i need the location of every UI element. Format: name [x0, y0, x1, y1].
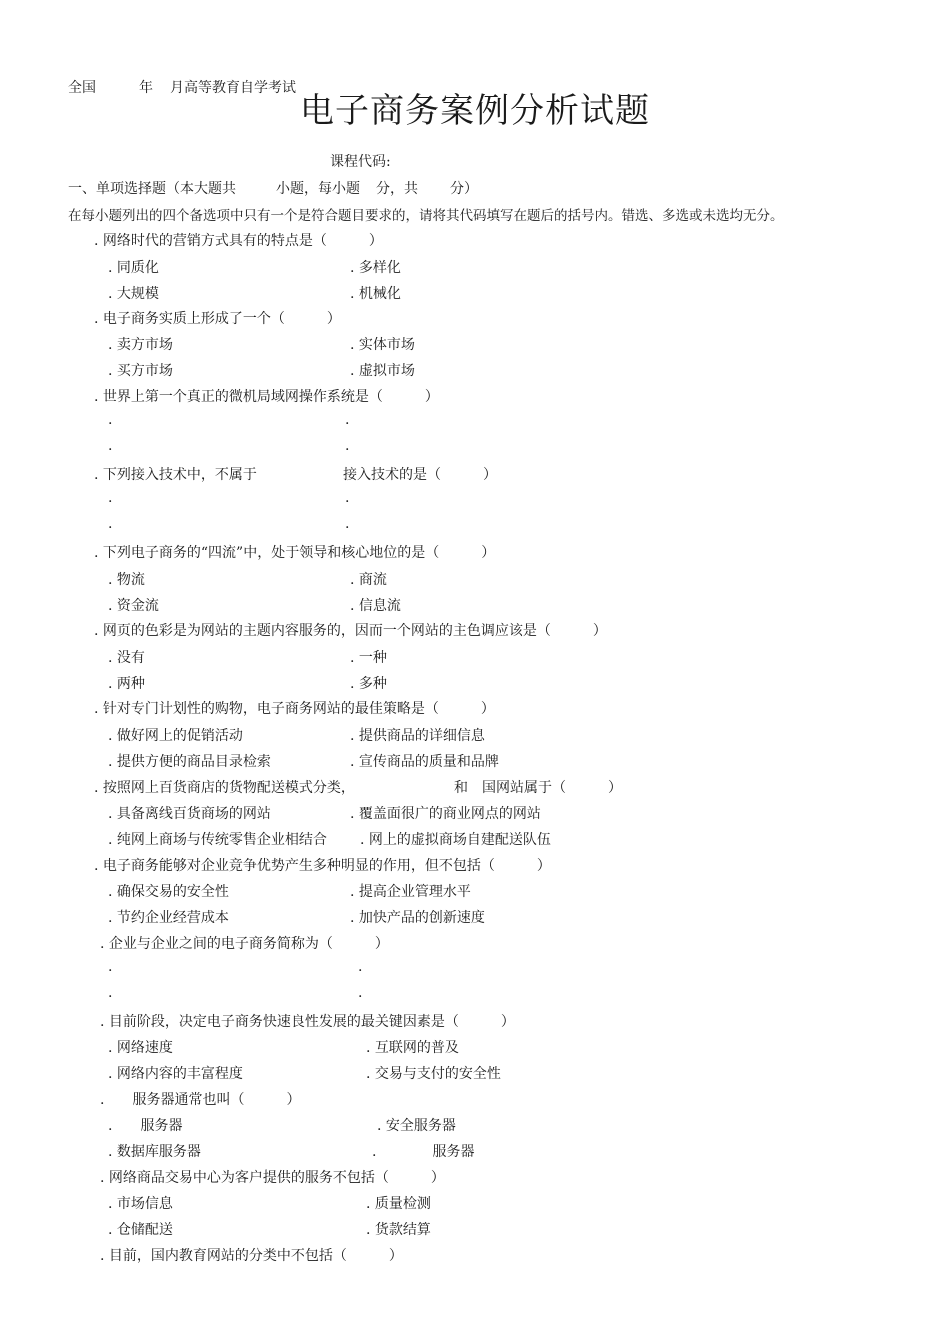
option: . 服务器: [372, 1144, 475, 1160]
header-prefix: 全国: [68, 80, 96, 96]
option: . 同质化: [108, 260, 159, 276]
option: . 具备离线百货商场的网站: [108, 806, 271, 822]
question-4: . 下列接入技术中，不属于: [94, 467, 257, 483]
option: . 提高企业管理水平: [350, 884, 471, 900]
option: . 多样化: [350, 260, 401, 276]
option: . 一种: [350, 650, 387, 666]
option: . 多种: [350, 676, 387, 692]
section-instructions: 在每小题列出的四个备选项中只有一个是符合题目要求的，请将其代码填写在题后的括号内。错选、多选或未选均无分。: [68, 208, 784, 224]
option: . 市场信息: [108, 1196, 173, 1212]
option: . 网络内容的丰富程度: [108, 1066, 243, 1082]
option: . 商流: [350, 572, 387, 588]
option: . 宣传商品的质量和品牌: [350, 754, 499, 770]
question-4-continued: 接入技术的是（ ）: [343, 467, 497, 483]
section-heading-end: 分）: [450, 181, 478, 197]
option: . 网络速度: [108, 1040, 173, 1056]
option: . 安全服务器: [377, 1118, 456, 1134]
question-2: . 电子商务实质上形成了一个（ ）: [94, 311, 341, 327]
section-heading: [68, 178, 478, 198]
header-suffix: 月高等教育自学考试: [170, 80, 296, 96]
option: .: [108, 985, 113, 1001]
option: .: [108, 438, 113, 454]
question-12: . 服务器通常也叫（ ）: [100, 1092, 301, 1108]
option: . 货款结算: [366, 1222, 431, 1238]
option: . 质量检测: [366, 1196, 431, 1212]
option: . 数据库服务器: [108, 1144, 201, 1160]
option: .: [108, 516, 113, 532]
option: . 节约企业经营成本: [108, 910, 229, 926]
page-title: 电子商务案例分析试题: [300, 91, 650, 131]
option: . 提供方便的商品目录检索: [108, 754, 271, 770]
option: . 物流: [108, 572, 145, 588]
option: . 提供商品的详细信息: [350, 728, 485, 744]
question-1: . 网络时代的营销方式具有的特点是（ ）: [94, 233, 383, 249]
option: . 机械化: [350, 286, 401, 302]
option: . 确保交易的安全性: [108, 884, 229, 900]
question-7: . 针对专门计划性的购物，电子商务网站的最佳策略是（ ）: [94, 701, 495, 717]
option: .: [358, 985, 363, 1001]
option: . 虚拟市场: [350, 363, 415, 379]
header-year-label: 年: [139, 80, 153, 96]
option: .: [108, 412, 113, 428]
option: .: [345, 490, 350, 506]
option: .: [345, 412, 350, 428]
option: . 买方市场: [108, 363, 173, 379]
question-8: . 按照网上百货商店的货物配送模式分类，: [94, 780, 355, 796]
option: . 服务器: [108, 1118, 183, 1134]
option: . 资金流: [108, 598, 159, 614]
question-6: . 网页的色彩是为网站的主题内容服务的，因而一个网站的主色调应该是（ ）: [94, 623, 607, 639]
option: . 仓储配送: [108, 1222, 173, 1238]
question-9: . 电子商务能够对企业竞争优势产生多种明显的作用，但不包括（ ）: [94, 858, 551, 874]
section-heading-mid2: 分，共: [376, 181, 418, 197]
option: .: [108, 490, 113, 506]
question-5: . 下列电子商务的“四流”中，处于领导和核心地位的是（ ）: [94, 545, 496, 561]
question-11: . 目前阶段，决定电子商务快速良性发展的最关键因素是（ ）: [100, 1014, 515, 1030]
option: .: [108, 959, 113, 975]
question-14: . 目前，国内教育网站的分类中不包括（ ）: [100, 1248, 403, 1264]
course-code-label: 课程代码:: [330, 154, 391, 170]
option: . 信息流: [350, 598, 401, 614]
option: . 实体市场: [350, 337, 415, 353]
option: . 大规模: [108, 286, 159, 302]
option: .: [358, 959, 363, 975]
option: . 没有: [108, 650, 145, 666]
option: . 纯网上商场与传统零售企业相结合: [108, 832, 327, 848]
question-13: . 网络商品交易中心为客户提供的服务不包括（ ）: [100, 1170, 445, 1186]
option: .: [345, 438, 350, 454]
option: . 加快产品的创新速度: [350, 910, 485, 926]
option: . 覆盖面很广的商业网点的网站: [350, 806, 541, 822]
option: . 卖方市场: [108, 337, 173, 353]
option: . 做好网上的促销活动: [108, 728, 243, 744]
option: . 互联网的普及: [366, 1040, 459, 1056]
option: . 网上的虚拟商场自建配送队伍: [360, 832, 551, 848]
option: .: [345, 516, 350, 532]
section-heading-start: 一、单项选择题（本大题共: [68, 181, 236, 197]
option: . 交易与支付的安全性: [366, 1066, 501, 1082]
question-10: . 企业与企业之间的电子商务简称为（ ）: [100, 936, 389, 952]
question-3: . 世界上第一个真正的微机局域网操作系统是（ ）: [94, 389, 439, 405]
question-8-continued: 和 国网站属于（ ）: [454, 780, 622, 796]
option: . 两种: [108, 676, 145, 692]
section-heading-mid1: 小题，每小题: [276, 181, 360, 197]
